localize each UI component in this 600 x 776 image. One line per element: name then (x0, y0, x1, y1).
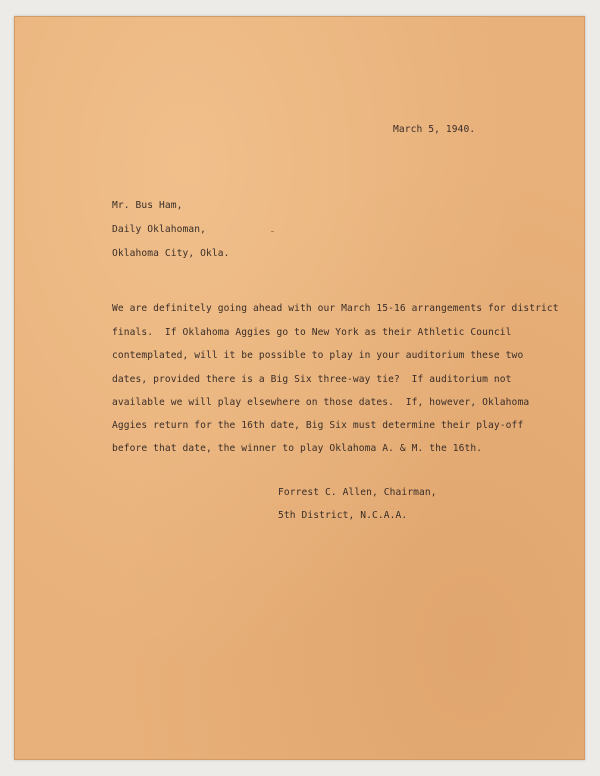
recipient-city: Oklahoma City, Okla. (112, 248, 230, 259)
body-line: before that date, the winner to play Oklahoma A. & M. the 16th. (112, 443, 483, 454)
body-line: dates, provided there is a Big Six three-way tie? If auditorium not (112, 374, 512, 385)
body-line: Aggies return for the 16th date, Big Six must determine their play-off (112, 420, 524, 431)
recipient-name: Mr. Bus Ham, (112, 200, 183, 211)
signature-name: Forrest C. Allen, Chairman, (278, 487, 437, 498)
body-line: finals. If Oklahoma Aggies go to New York as their Athletic Council (112, 327, 512, 338)
body-line: contemplated, will it be possible to play in your auditorium these two (112, 350, 524, 361)
ink-speck (271, 231, 274, 232)
letter-date: March 5, 1940. (393, 124, 476, 135)
body-line: We are definitely going ahead with our March 15-16 arrangements for district (112, 303, 559, 314)
recipient-organization: Daily Oklahoman, (112, 224, 207, 235)
body-line: available we will play elsewhere on those dates. If, however, Oklahoma (112, 397, 530, 408)
signature-title: 5th District, N.C.A.A. (278, 510, 408, 521)
letter-page (14, 16, 585, 760)
